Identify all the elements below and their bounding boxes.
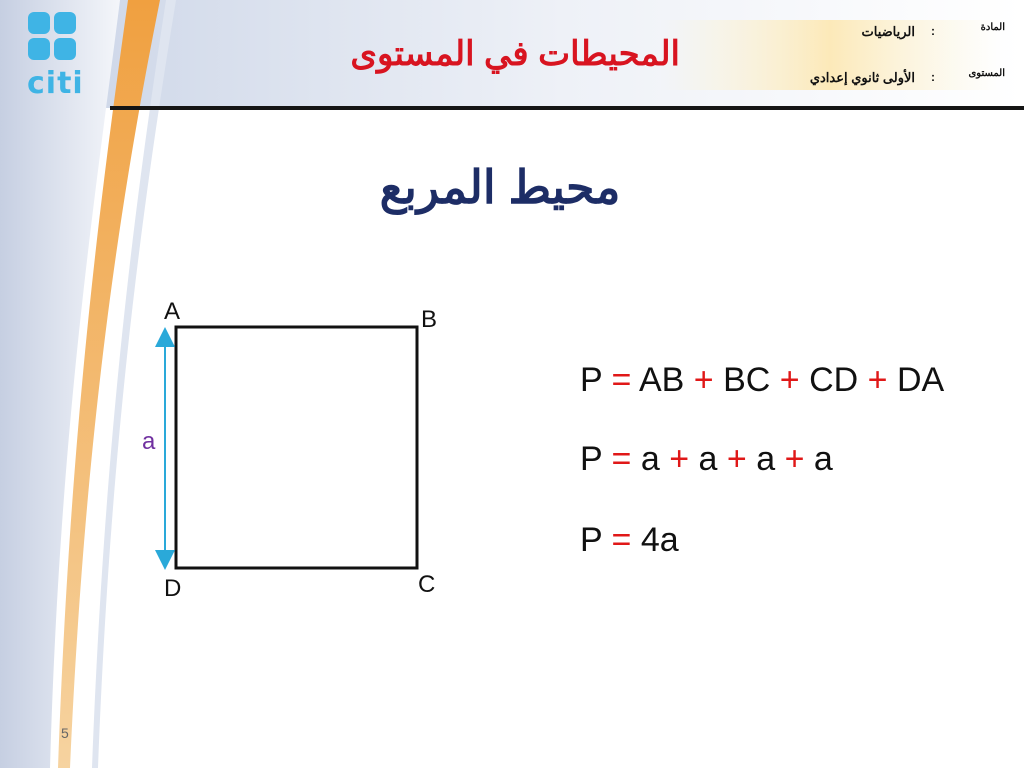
formula-operator: + xyxy=(779,361,800,399)
formula-perimeter xyxy=(580,521,679,560)
formula-operator: + xyxy=(669,440,690,478)
vertex-d-label: D xyxy=(164,575,182,602)
slide-title: محيط المربع xyxy=(379,161,621,213)
level-separator: : xyxy=(931,70,935,84)
formula-operator: + xyxy=(784,440,805,478)
formula-term: DA xyxy=(896,361,945,399)
formula-operator: = xyxy=(611,361,632,399)
formula-term: a xyxy=(698,440,718,478)
level-label: المستوى xyxy=(968,68,1005,79)
formula-term: a xyxy=(756,440,776,478)
formula-sum-of-sides xyxy=(580,361,944,400)
subject-value: الرياضيات xyxy=(861,24,915,39)
formula-operator: = xyxy=(611,440,632,478)
vertex-b-label: B xyxy=(421,306,438,333)
formula-term: a xyxy=(640,440,660,478)
formula-term: BC xyxy=(723,361,771,399)
subject-separator: : xyxy=(931,24,935,38)
formula-term: P xyxy=(580,521,603,559)
page-number: 5 xyxy=(61,725,69,741)
side-length-label: a xyxy=(142,428,156,455)
formula-side-sum xyxy=(580,440,833,479)
square-shape xyxy=(176,327,417,568)
logo-text: citi xyxy=(27,66,84,101)
formula-term: CD xyxy=(809,361,859,399)
formula-term: a xyxy=(813,440,833,478)
formula-term: AB xyxy=(638,361,685,399)
formula-term: P xyxy=(580,440,603,478)
level-value: الأولى ثانوي إعدادي xyxy=(809,70,915,85)
formula-operator: + xyxy=(726,440,747,478)
header-title: المحيطات في المستوى xyxy=(350,35,680,73)
formula-term: 4a xyxy=(640,521,679,559)
vertex-c-label: C xyxy=(418,571,436,598)
formula-operator: + xyxy=(693,361,714,399)
formula-operator: + xyxy=(867,361,888,399)
formula-operator: = xyxy=(611,521,632,559)
formula-term: P xyxy=(580,361,603,399)
subject-label: المادة xyxy=(980,22,1005,33)
vertex-a-label: A xyxy=(164,298,181,325)
